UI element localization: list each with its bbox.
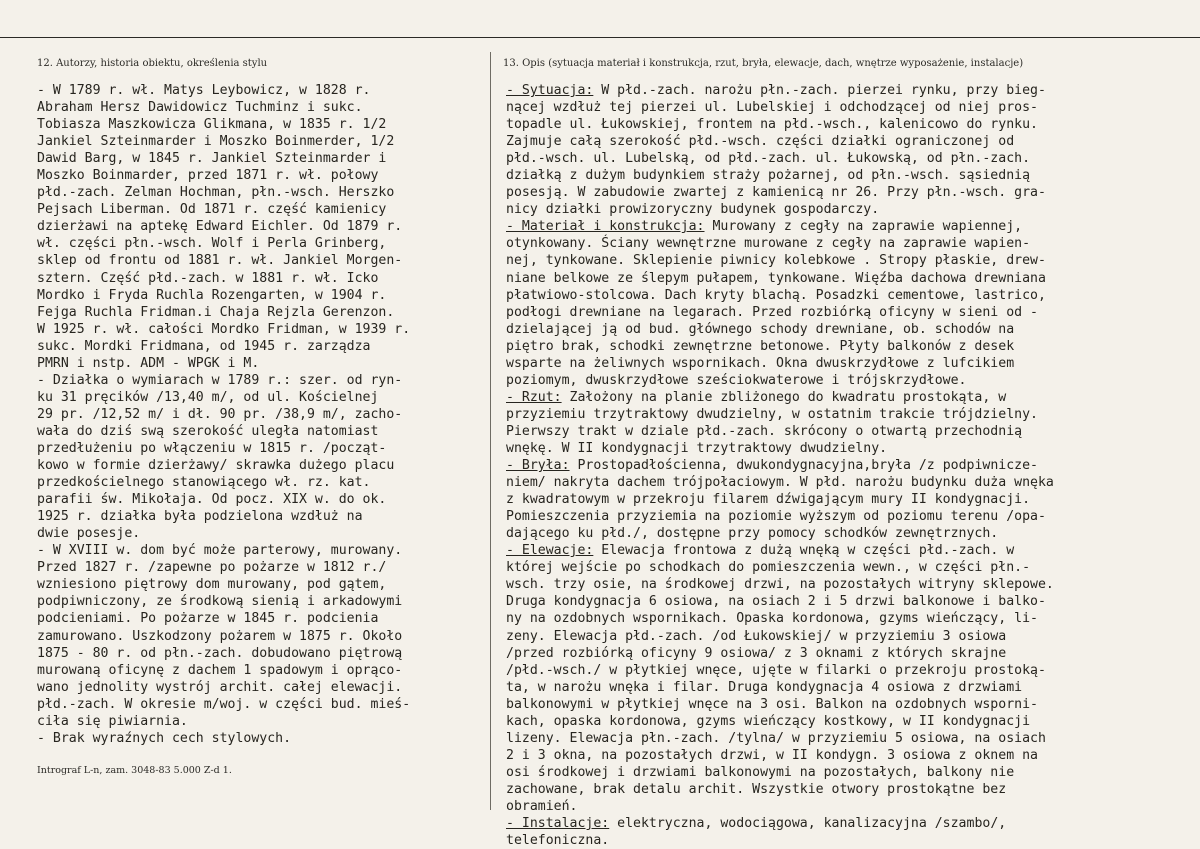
section-label: - Rzut: [506, 389, 562, 405]
history-line: ciła się piwiarnia. [37, 713, 188, 729]
section-13-header: 13. Opis (sytuacja materiał i konstrukcja, rzut, bryła, elewacje, dach, wnętrze wyposażenie, instalacje) [503, 58, 1024, 69]
description-line [506, 610, 1196, 627]
description-text: nej, tynkowane. Sklepienie piwnicy kolebkowe . Stropy płaskie, drew- [506, 253, 1046, 269]
description-line [506, 150, 1196, 167]
history-line: sklep od frontu od 1881 r. wł. Jankiel Morgen- [37, 253, 403, 269]
description-text: dzielającej ją od bud. głównego schody drewniane, ob. schodów na [506, 321, 1015, 337]
description-line [506, 389, 1196, 406]
description-line [506, 798, 1196, 815]
description-text: podłogi drewniane na legarach. Przed rozbiórką oficyny w sieni od - [506, 304, 1038, 320]
history-line: Tobiasza Maszkowicza Glikmana, w 1835 r. 1/2 [37, 117, 387, 133]
description-line [506, 730, 1196, 747]
history-line: sztern. Część płd.-zach. w 1881 r. wł. Icko [37, 270, 379, 286]
history-line: 1875 - 80 r. od płn.-zach. dobudowano piętrową [37, 645, 403, 661]
description-line [506, 218, 1196, 235]
description-line [506, 525, 1196, 542]
description-line [506, 747, 1196, 764]
description-text-column [506, 82, 1196, 849]
history-line: wano jednolity wystrój archit. całej elewacji. [37, 679, 403, 695]
description-line [506, 474, 1196, 491]
history-line: dwie posesje. [37, 526, 141, 542]
section-label: - Bryła: [506, 458, 570, 474]
description-line [506, 167, 1196, 184]
description-line [506, 270, 1196, 287]
description-line [506, 184, 1196, 201]
history-line: Jankiel Szteinmarder i Moszko Boinmerder, 1/2 [37, 134, 395, 150]
description-line [506, 252, 1196, 269]
section-label: - Instalacje: [506, 816, 610, 832]
description-line [506, 99, 1196, 116]
description-line [506, 116, 1196, 133]
description-text: dającego ku płd./, dostępne przy pomocy schodków zewnętrznych. [506, 526, 999, 542]
description-line [506, 696, 1196, 713]
description-line [506, 764, 1196, 781]
history-line: - W XVIII w. dom być może parterowy, murowany. [37, 543, 403, 559]
description-text: Pierwszy trakt w dziale płd.-zach. skrócony o otwartą przechodnią [506, 423, 1023, 439]
description-line [506, 679, 1196, 696]
top-rule [0, 37, 1200, 38]
history-line: zamurowano. Uszkodzony pożarem w 1875 r. Około [37, 628, 403, 644]
history-line: Przed 1827 r. /zapewne po pożarze w 1812 r./ [37, 560, 387, 576]
history-line: sukc. Mordki Fridmana, od 1945 r. zarządza [37, 338, 371, 354]
description-line [506, 662, 1196, 679]
description-line [506, 423, 1196, 440]
history-line: podcieniami. Po pożarze w 1845 r. podcienia [37, 611, 379, 627]
description-text: /przed rozbiórką oficyny 9 osiowa/ z 3 oknami z których skrajne [506, 645, 1007, 661]
printer-footer: Intrograf L-n, zam. 3048-83 5.000 Z-d 1. [37, 765, 232, 776]
section-label: - Elewacje: [506, 543, 594, 559]
history-line: - Działka o wymiarach w 1789 r.: szer. od ryn- [37, 372, 403, 388]
description-line [506, 815, 1196, 832]
history-line: 1925 r. działka była podzielona wzdłuż na [37, 509, 363, 525]
history-line: - Brak wyraźnych cech stylowych. [37, 730, 292, 746]
description-line [506, 201, 1196, 218]
history-line: 29 pr. /12,52 m/ i dł. 90 pr. /38,9 m/, zacho- [37, 406, 403, 422]
description-text: płatwiowo-stolcowa. Dach kryty blachą. Posadzki cementowe, lastrico, [506, 287, 1046, 303]
description-line [506, 338, 1196, 355]
description-text: balkonowymi w płytkiej wnęce na 3 osi. Balkon na ozdobnych wsporni- [506, 696, 1038, 712]
description-text: zeny. Elewacja płd.-zach. /od Łukowskiej/ w przyziemiu 3 osiowa [506, 628, 1007, 644]
description-text: posesją. W zabudowie zwartej z kamienicą nr 26. Przy płn.-wsch. gra- [506, 185, 1046, 201]
description-text: nącej wzdłuż tej pierzei ul. Lubelskiej i odchodzącej od niej pros- [506, 100, 1038, 116]
history-line: Dawid Barg, w 1845 r. Jankiel Szteinmarder i [37, 151, 387, 167]
history-line: kowo w formie dzierżawy/ skrawka dużego placu [37, 458, 395, 474]
history-line: płd.-zach. W okresie m/woj. w części bud. mieś- [37, 696, 411, 712]
history-line: PMRN i nstp. ADM - WPGK i M. [37, 355, 260, 371]
description-line [506, 406, 1196, 423]
description-text: Założony na planie zbliżonego do kwadratu prostokąta, w [561, 389, 1007, 405]
description-line [506, 372, 1196, 389]
history-line: płd.-zach. Zelman Hochman, płn.-wsch. Herszko [37, 185, 395, 201]
description-text: wsparte na żeliwnych wspornikach. Okna dwuskrzydłowe z lufcikiem [506, 355, 1015, 371]
history-line: wała do dziś swą szerokość uległa natomiast [37, 423, 379, 439]
history-line: Moszko Boinmarder, przed 1871 r. wł. połowy [37, 168, 379, 184]
description-text: W płd.-zach. narożu płn.-zach. pierzei rynku, przy bieg- [593, 83, 1046, 98]
history-line: - W 1789 r. wł. Matys Leybowicz, w 1828 r. [37, 83, 371, 98]
description-text: działką z dużym budynkiem straży pożarnej, od płn.-wsch. sąsiednią [506, 168, 1031, 184]
history-text-column [37, 82, 487, 747]
history-line: przedkościelnego stanowiącego wł. rz. kat. [37, 475, 371, 491]
history-line: Mordko i Fryda Ruchla Rozengarten, w 1904 r. [37, 287, 387, 303]
description-text: której wejście po schodkach do pomieszczenia wewn., w części płn.- [506, 560, 1031, 576]
description-text: z kwadratowym w przekroju filarem dźwigającym mury II kondygnacji. [506, 492, 1031, 508]
description-text: /płd.-wsch./ w płytkiej wnęce, ujęte w filarki o przekroju prostoką- [506, 662, 1046, 678]
history-line: Abraham Hersz Dawidowicz Tuchminz i sukc. [37, 100, 363, 116]
description-text: poziomym, dwuskrzydłowe sześciokwaterowe i trójskrzydłowe. [506, 372, 967, 388]
description-line [506, 593, 1196, 610]
description-text: wnękę. W II kondygnacji trzytraktowy dwudzielny. [506, 440, 888, 456]
description-text: Pomieszczenia przyziemia na poziomie wyższym od poziomu terenu /opa- [506, 509, 1046, 525]
description-text: nicy działki prowizoryczny budynek gospodarczy. [506, 202, 880, 218]
description-text: 2 i 3 okna, na pozostałych drzwi, w II kondygn. 3 osiowa z oknem na [506, 747, 1038, 763]
description-line [506, 355, 1196, 372]
description-text: Druga kondygnacja 6 osiowa, na osiach 2 i 5 drzwi balkonowe i balko- [506, 594, 1046, 610]
description-line [506, 645, 1196, 662]
history-line: ku 31 pręcików /13,40 m/, od ul. Kościelnej [37, 389, 379, 405]
description-line [506, 287, 1196, 304]
description-text: lizeny. Elewacja płn.-zach. /tylna/ w przyziemiu 5 osiowa, na osiach [506, 730, 1046, 746]
description-text: Elewacja frontowa z dużą wnęką w części płd.-zach. w [593, 543, 1015, 559]
history-line: dzierżawi na aptekę Edward Eichler. Od 1879 r. [37, 219, 403, 235]
description-line [506, 542, 1196, 559]
description-text: kach, opaska kordonowa, gzyms wieńczący kostkowy, w II kondygnacji [506, 713, 1031, 729]
description-line [506, 457, 1196, 474]
description-line [506, 235, 1196, 252]
description-text: ta, w narożu wnęka i filar. Druga kondygnacja 4 osiowa z drzwiami [506, 679, 1023, 695]
description-line [506, 82, 1196, 99]
description-text: osi środkowej i drzwiami balkonowymi na pozostałych, balkony nie [506, 764, 1015, 780]
description-line [506, 781, 1196, 798]
description-line [506, 440, 1196, 457]
description-line [506, 304, 1196, 321]
description-text: Murowany z cegły na zaprawie wapiennej, [704, 219, 1023, 235]
description-line [506, 628, 1196, 645]
description-line [506, 832, 1196, 849]
section-label: - Materiał i konstrukcja: [506, 219, 705, 235]
history-line: podpiwniczony, ze środkową sienią i arkadowymi [37, 594, 403, 610]
description-line [506, 559, 1196, 576]
description-text: elektryczna, wodociągowa, kanalizacyjna /szambo/, [609, 816, 1007, 832]
history-line: wzniesiono piętrowy dom murowany, pod gątem, [37, 577, 387, 593]
description-text: piętro brak, schodki zewnętrzne betonowe. Płyty balkonów z desek [506, 338, 1015, 354]
description-text: Prostopadłościenna, dwukondygnacyjna,bryła /z podpiwnicze- [569, 458, 1038, 474]
description-text: topadle ul. Łukowskiej, frontem na płd.-wsch., kalenicowo do rynku. [506, 117, 1038, 133]
description-text: Zajmuje całą szerokość płd.-wsch. części działki ograniczonej od [506, 134, 1015, 150]
description-text: przyziemiu trzytraktowy dwudzielny, w ostatnim trakcie trójdzielny. [506, 406, 1038, 422]
description-text: niane belkowe ze ślepym pułapem, tynkowane. Więźba dachowa drewniana [506, 270, 1046, 286]
description-text: telefoniczna. [506, 833, 610, 849]
description-text: niem/ nakryta dachem trójpołaciowym. W płd. narożu budynku duża wnęka [506, 475, 1054, 491]
description-line [506, 321, 1196, 338]
history-line: W 1925 r. wł. całości Mordko Fridman, w 1939 r. [37, 321, 411, 337]
description-line [506, 491, 1196, 508]
description-text: otynkowany. Ściany wewnętrzne murowane z cegły na zaprawie wapien- [506, 236, 1031, 252]
history-line: wł. części płn.-wsch. Wolf i Perla Grinberg, [37, 236, 387, 252]
section-12-header: 12. Autorzy, historia obiektu, określenia stylu [37, 58, 268, 69]
description-text: wsch. trzy osie, na środkowej drzwi, na pozostałych witryny sklepowe. [506, 577, 1054, 593]
description-text: ny na ozdobnych wspornikach. Opaska kordonowa, gzyms wieńczący, li- [506, 611, 1038, 627]
history-line: parafii św. Mikołaja. Od pocz. XIX w. do ok. [37, 492, 387, 508]
history-line: murowaną oficynę z dachem 1 spadowym i oprąco- [37, 662, 403, 678]
history-line: przedłużeniu po włączeniu w 1815 r. /począt- [37, 440, 387, 456]
section-label: - Sytuacja: [506, 83, 594, 98]
description-line [506, 576, 1196, 593]
description-line [506, 713, 1196, 730]
description-text: zachowane, brak detalu archit. Wszystkie otwory prostokątne bez [506, 781, 1007, 797]
history-line: Pejsach Liberman. Od 1871 r. część kamienicy [37, 202, 387, 218]
description-line [506, 508, 1196, 525]
column-divider [490, 52, 491, 810]
description-line [506, 133, 1196, 150]
description-text: obramień. [506, 798, 578, 814]
history-line: Fejga Ruchla Fridman.i Chaja Rejzla Gerenzon. [37, 304, 395, 320]
description-text: płd.-wsch. ul. Lubelską, od płd.-zach. ul. Łukowską, od płn.-zach. [506, 151, 1031, 167]
